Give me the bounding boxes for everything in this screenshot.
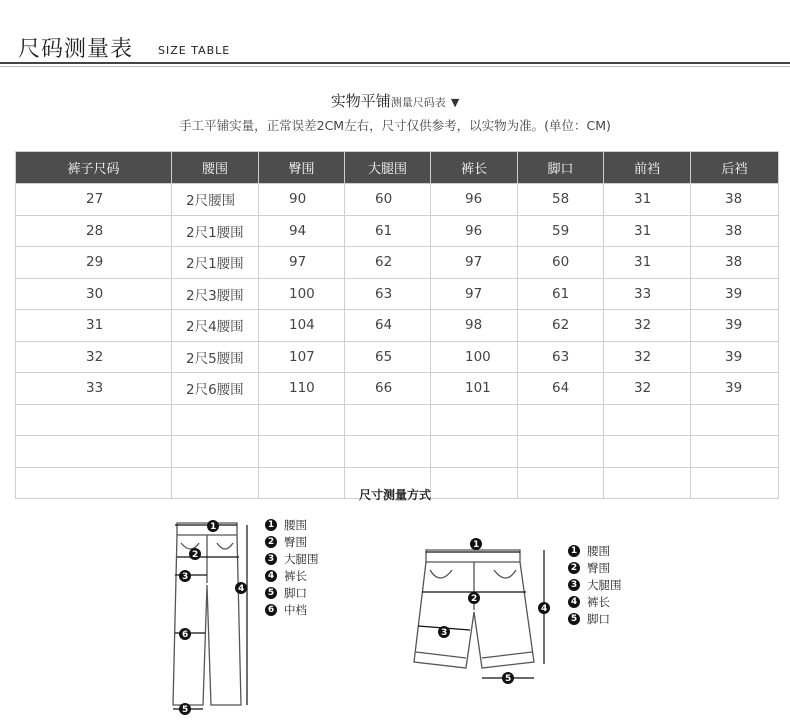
legend-label: 腰围 xyxy=(587,543,610,558)
cell-value: 31 xyxy=(634,191,652,208)
cell-value: 59 xyxy=(552,222,570,239)
legend-item xyxy=(568,559,622,576)
cell-value: 39 xyxy=(725,317,743,334)
cell-value: 94 xyxy=(289,222,307,239)
legend-label: 裤长 xyxy=(587,594,610,609)
pants-diagram xyxy=(165,515,265,715)
table-cell xyxy=(431,215,518,247)
table-row xyxy=(16,436,779,468)
table-row xyxy=(16,310,779,342)
table-row xyxy=(16,341,779,373)
cell-value: 63 xyxy=(375,285,393,302)
shorts-marker-4: 4 xyxy=(541,604,548,614)
legend-item xyxy=(265,584,319,601)
shorts-marker-3: 3 xyxy=(441,628,448,638)
legend-item xyxy=(265,516,319,533)
number-badge-icon: 2 xyxy=(265,536,277,548)
measurement-note: 手工平铺实量，正常误差2CM左右，尺寸仅供参考，以实物为准。(单位：CM) xyxy=(179,118,611,133)
legend-label: 臀围 xyxy=(284,534,307,549)
legend-label: 中档 xyxy=(284,602,307,617)
legend-item xyxy=(265,533,319,550)
column-header: 大腿围 xyxy=(345,152,431,184)
table-cell xyxy=(518,373,604,405)
cell-value: 107 xyxy=(289,348,315,365)
table-cell xyxy=(259,404,345,436)
table-cell xyxy=(691,278,779,310)
table-cell xyxy=(172,215,259,247)
table-cell xyxy=(16,247,172,279)
table-cell xyxy=(518,341,604,373)
shorts-diagram xyxy=(410,530,560,690)
cell-value: 97 xyxy=(465,285,483,302)
cell-value: 64 xyxy=(375,317,393,334)
table-cell xyxy=(259,215,345,247)
table-cell xyxy=(259,310,345,342)
table-cell xyxy=(518,404,604,436)
cell-value: 39 xyxy=(725,348,743,365)
cell-value: 62 xyxy=(552,317,570,334)
cell-value: 97 xyxy=(465,254,483,271)
table-cell xyxy=(431,373,518,405)
table-cell xyxy=(604,373,691,405)
cell-value: 2尺5腰围 xyxy=(186,350,244,367)
table-cell xyxy=(431,310,518,342)
table-cell xyxy=(431,404,518,436)
pants-marker-5: 5 xyxy=(182,705,189,715)
table-cell xyxy=(16,436,172,468)
table-cell xyxy=(259,278,345,310)
shorts-marker-2: 2 xyxy=(471,594,478,604)
cell-value: 38 xyxy=(725,222,743,239)
column-header: 前裆 xyxy=(604,152,691,184)
cell-value: 2尺腰围 xyxy=(186,193,236,210)
cell-value: 2尺1腰围 xyxy=(186,256,244,273)
pants-marker-4: 4 xyxy=(238,584,245,594)
cell-value: 63 xyxy=(552,348,570,365)
column-header: 裤长 xyxy=(431,152,518,184)
table-cell xyxy=(172,373,259,405)
cell-value: 33 xyxy=(634,285,652,302)
table-cell xyxy=(691,373,779,405)
number-badge-icon: 5 xyxy=(568,613,580,625)
number-badge-icon: 4 xyxy=(568,596,580,608)
table-cell xyxy=(345,215,431,247)
table-cell xyxy=(172,436,259,468)
cell-value: 110 xyxy=(289,380,315,397)
table-cell xyxy=(431,341,518,373)
cell-value: 2尺3腰围 xyxy=(186,287,244,304)
pants-marker-2: 2 xyxy=(192,550,199,560)
table-cell xyxy=(604,341,691,373)
cell-value: 60 xyxy=(375,191,393,208)
number-badge-icon: 3 xyxy=(265,553,277,565)
legend-label: 裤长 xyxy=(284,568,307,583)
table-cell xyxy=(16,215,172,247)
table-cell xyxy=(172,278,259,310)
table-cell xyxy=(345,278,431,310)
pants-marker-3: 3 xyxy=(182,572,189,582)
table-cell xyxy=(518,278,604,310)
table-row xyxy=(16,404,779,436)
table-cell xyxy=(691,341,779,373)
cell-value: 96 xyxy=(465,222,483,239)
legend-item xyxy=(568,576,622,593)
shorts-marker-5: 5 xyxy=(505,674,512,684)
cell-value: 61 xyxy=(552,285,570,302)
cell-value: 32 xyxy=(634,317,652,334)
table-row xyxy=(16,215,779,247)
table-cell xyxy=(518,247,604,279)
table-cell xyxy=(172,310,259,342)
number-badge-icon: 4 xyxy=(265,570,277,582)
legend-item xyxy=(568,542,622,559)
table-cell xyxy=(345,341,431,373)
cell-value: 100 xyxy=(465,348,491,365)
table-cell xyxy=(691,247,779,279)
table-cell xyxy=(604,247,691,279)
column-header: 腰围 xyxy=(172,152,259,184)
table-subtitle xyxy=(0,90,790,111)
cell-value: 39 xyxy=(725,285,743,302)
table-cell xyxy=(431,278,518,310)
cell-value: 97 xyxy=(289,254,307,271)
table-cell xyxy=(691,184,779,216)
cell-value: 90 xyxy=(289,191,307,208)
legend-item xyxy=(568,610,622,627)
number-badge-icon: 1 xyxy=(265,519,277,531)
table-cell xyxy=(345,373,431,405)
table-cell xyxy=(431,247,518,279)
table-cell xyxy=(259,373,345,405)
table-cell xyxy=(259,341,345,373)
column-header: 脚口 xyxy=(518,152,604,184)
table-row xyxy=(16,247,779,279)
table-cell xyxy=(518,215,604,247)
table-cell xyxy=(431,184,518,216)
number-badge-icon: 6 xyxy=(265,604,277,616)
cell-value: 66 xyxy=(375,380,393,397)
cell-value: 62 xyxy=(375,254,393,271)
table-cell xyxy=(16,184,172,216)
cell-value: 32 xyxy=(634,380,652,397)
measure-method-title: 尺寸测量方式 xyxy=(358,488,431,502)
table-row xyxy=(16,278,779,310)
page-title: 尺码测量表 xyxy=(18,37,134,62)
cell-value: 2尺1腰围 xyxy=(186,224,244,241)
table-cell xyxy=(259,247,345,279)
number-badge-icon: 2 xyxy=(568,562,580,574)
legend-label: 大腿围 xyxy=(284,551,319,566)
cell-value: 32 xyxy=(634,348,652,365)
cell-value: 32 xyxy=(86,348,104,365)
shorts-legend xyxy=(568,542,622,627)
cell-value: 2尺6腰围 xyxy=(186,382,244,399)
table-cell xyxy=(604,184,691,216)
table-cell xyxy=(345,310,431,342)
cell-value: 30 xyxy=(86,285,104,302)
table-cell xyxy=(518,436,604,468)
table-cell xyxy=(172,184,259,216)
table-cell xyxy=(518,310,604,342)
subtitle-main: 实物平铺 xyxy=(330,92,391,110)
column-header: 后裆 xyxy=(691,152,779,184)
legend-label: 臀围 xyxy=(587,560,610,575)
cell-value: 38 xyxy=(725,254,743,271)
table-cell xyxy=(691,215,779,247)
subtitle-small: 测量尺码表 xyxy=(390,96,446,109)
legend-label: 脚口 xyxy=(284,585,307,600)
cell-value: 28 xyxy=(86,222,104,239)
cell-value: 33 xyxy=(86,380,104,397)
table-cell xyxy=(259,184,345,216)
cell-value: 29 xyxy=(86,254,104,271)
pants-marker-1: 1 xyxy=(210,522,217,532)
cell-value: 39 xyxy=(725,380,743,397)
table-cell xyxy=(604,215,691,247)
pants-marker-6: 6 xyxy=(182,630,189,640)
shorts-marker-1: 1 xyxy=(473,540,480,550)
table-cell xyxy=(345,436,431,468)
header-divider-thin xyxy=(0,66,790,67)
number-badge-icon: 1 xyxy=(568,545,580,557)
table-row xyxy=(16,373,779,405)
table-header-row xyxy=(16,152,779,184)
column-header: 裤子尺码 xyxy=(16,152,172,184)
table-cell xyxy=(691,310,779,342)
cell-value: 31 xyxy=(634,222,652,239)
page-header xyxy=(0,0,790,66)
table-cell xyxy=(604,278,691,310)
cell-value: 31 xyxy=(86,317,104,334)
table-cell xyxy=(172,247,259,279)
cell-value: 65 xyxy=(375,348,393,365)
table-cell xyxy=(345,247,431,279)
down-arrow-icon: ▼ xyxy=(450,96,460,109)
page-title-english: SIZE TABLE xyxy=(158,44,231,57)
table-cell xyxy=(16,373,172,405)
table-cell xyxy=(431,436,518,468)
table-cell xyxy=(16,278,172,310)
cell-value: 98 xyxy=(465,317,483,334)
table-cell xyxy=(16,310,172,342)
table-cell xyxy=(172,341,259,373)
table-cell xyxy=(16,404,172,436)
table-cell xyxy=(345,404,431,436)
legend-label: 大腿围 xyxy=(587,577,622,592)
legend-item xyxy=(568,593,622,610)
number-badge-icon: 5 xyxy=(265,587,277,599)
legend-label: 腰围 xyxy=(284,517,307,532)
table-cell xyxy=(691,404,779,436)
table-cell xyxy=(16,341,172,373)
table-cell xyxy=(172,404,259,436)
table-cell xyxy=(345,184,431,216)
cell-value: 61 xyxy=(375,222,393,239)
table-cell xyxy=(604,310,691,342)
legend-item xyxy=(265,567,319,584)
cell-value: 101 xyxy=(465,380,491,397)
legend-label: 脚口 xyxy=(587,611,610,626)
cell-value: 100 xyxy=(289,285,315,302)
table-row xyxy=(16,184,779,216)
cell-value: 96 xyxy=(465,191,483,208)
cell-value: 2尺4腰围 xyxy=(186,319,244,336)
cell-value: 38 xyxy=(725,191,743,208)
table-cell xyxy=(604,404,691,436)
size-table xyxy=(15,151,779,499)
table-cell xyxy=(604,436,691,468)
cell-value: 31 xyxy=(634,254,652,271)
pants-legend xyxy=(265,516,319,618)
table-cell xyxy=(518,184,604,216)
cell-value: 60 xyxy=(552,254,570,271)
cell-value: 64 xyxy=(552,380,570,397)
header-divider xyxy=(0,62,790,64)
cell-value: 104 xyxy=(289,317,315,334)
table-cell xyxy=(259,436,345,468)
legend-item xyxy=(265,550,319,567)
number-badge-icon: 3 xyxy=(568,579,580,591)
cell-value: 27 xyxy=(86,191,104,208)
legend-item xyxy=(265,601,319,618)
cell-value: 58 xyxy=(552,191,570,208)
column-header: 臀围 xyxy=(259,152,345,184)
table-cell xyxy=(691,436,779,468)
